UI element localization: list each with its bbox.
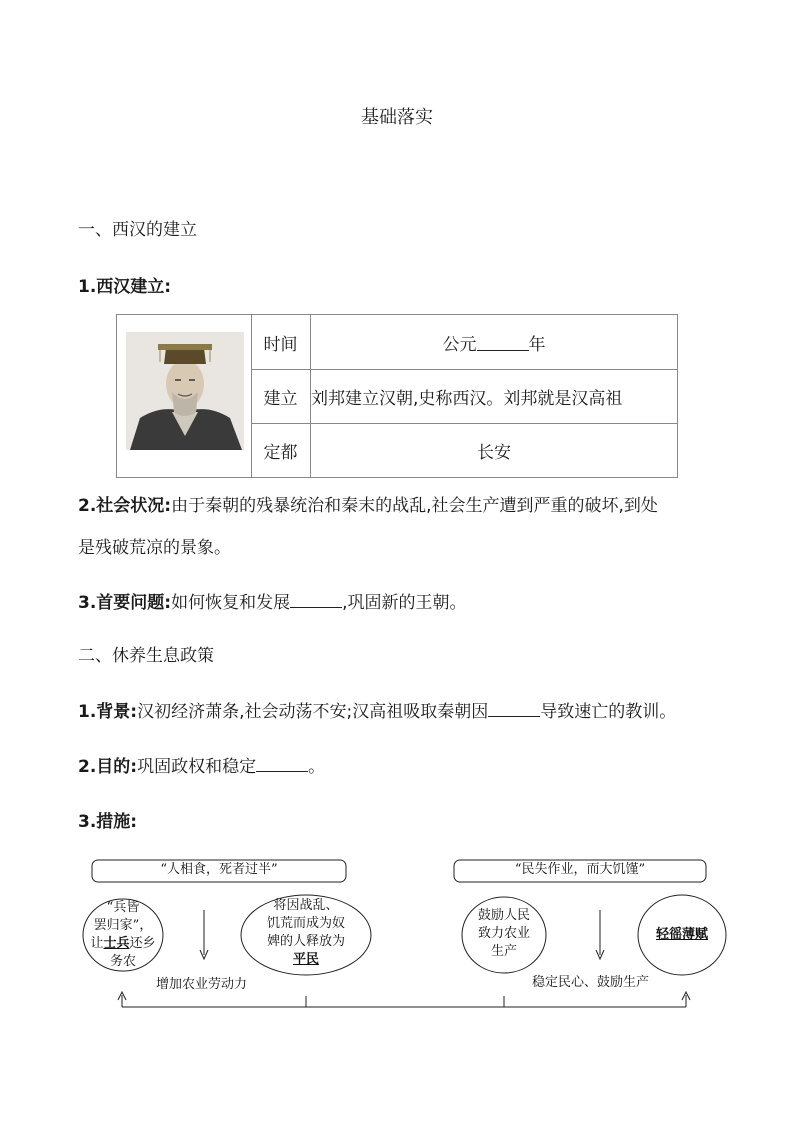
fill-blank-cause[interactable] — [488, 700, 540, 717]
table-label-time: 时间 — [251, 315, 311, 369]
left-quote-text: “人相食，死者过半” — [160, 862, 278, 877]
table-row-establish — [251, 369, 677, 424]
circle3-line3: 生产 — [490, 944, 517, 959]
circle-soldiers-text — [83, 899, 163, 971]
section2-item1-pre: 汉初经济萧条,社会动荡不安;汉高祖吸取秦朝因 — [137, 702, 489, 722]
section1-item3-pre: 如何恢复和发展 — [171, 593, 291, 613]
table-row-time — [251, 315, 677, 370]
circle-agriculture-text — [462, 907, 546, 961]
right-result-text: 稳定民心、鼓励生产 — [532, 975, 650, 990]
emperor-portrait-icon — [126, 332, 244, 450]
circle1-return: 还乡 — [129, 936, 156, 951]
section2-item1-label: 1.背景: — [78, 702, 138, 722]
circle1-line4: 务农 — [109, 954, 136, 969]
circle2-line2: 饥荒而成为奴 — [266, 916, 345, 931]
circle-light-tax-text: 轻徭薄赋 — [655, 927, 708, 942]
circle1-let: 让 — [90, 936, 104, 951]
section2-item2-post: 。 — [308, 757, 326, 777]
fill-blank-year[interactable] — [477, 334, 529, 351]
table-label-establish: 建立 — [251, 369, 311, 423]
circle-slaves-text — [241, 897, 371, 969]
right-quote-text: “民失作业，而大饥馑” — [514, 862, 646, 877]
section1-heading: 一、西汉的建立 — [78, 220, 197, 240]
section1-item1-label: 1.西汉建立: — [78, 277, 172, 297]
section1-item3-label: 3.首要问题: — [78, 593, 172, 613]
table-label-capital: 定都 — [251, 423, 311, 477]
section2-item2-label: 2.目的: — [78, 757, 138, 777]
measures-diagram — [70, 855, 730, 1015]
section2-heading: 二、休养生息政策 — [78, 646, 214, 666]
circle2-commoners: 平民 — [292, 952, 319, 967]
founding-table — [116, 314, 678, 478]
table-row-capital — [251, 423, 677, 477]
fill-blank-stabilize[interactable] — [256, 755, 308, 772]
section2-item2-pre: 巩固政权和稳定 — [137, 757, 257, 777]
circle1-line1: “兵皆 — [106, 900, 140, 915]
section2-item3-label: 3.措施: — [78, 812, 138, 832]
table-value-capital: 长安 — [477, 442, 511, 463]
section1-item2-text: 由于秦朝的残暴统治和秦末的战乱,社会生产遭到严重的破坏,到处 — [171, 496, 658, 516]
section1-item3-post: ,巩固新的王朝。 — [342, 593, 467, 613]
section2-item2 — [78, 752, 325, 777]
table-value-establish: 刘邦建立汉朝,史称西汉。刘邦就是汉高祖 — [311, 388, 623, 409]
section2-item1-post: 导致速亡的教训。 — [540, 702, 677, 722]
table-value-time — [311, 315, 677, 369]
left-result-text: 增加农业劳动力 — [156, 977, 248, 992]
circle2-line1: 将因战乱、 — [273, 898, 339, 913]
circle1-line3 — [83, 935, 163, 953]
fill-blank-develop[interactable] — [290, 591, 342, 608]
section2-item1 — [78, 697, 676, 722]
section1-item2 — [78, 491, 658, 516]
circle2-line3: 婢的人释放为 — [266, 934, 345, 949]
section1-item2-cont: 是残破荒凉的景象。 — [78, 538, 231, 558]
time-prefix: 公元 — [442, 334, 477, 355]
portrait-cell — [117, 315, 252, 477]
section1-item2-label: 2.社会状况: — [78, 496, 172, 516]
circle3-line1: 鼓励人民 — [477, 908, 530, 923]
section1-item3 — [78, 588, 467, 613]
page-title: 基础落实 — [361, 107, 433, 128]
circle1-line2: 罢归家”， — [93, 918, 153, 933]
circle3-line2: 致力农业 — [477, 926, 530, 941]
time-suffix: 年 — [528, 334, 546, 355]
circle1-soldiers: 士兵 — [103, 936, 130, 951]
